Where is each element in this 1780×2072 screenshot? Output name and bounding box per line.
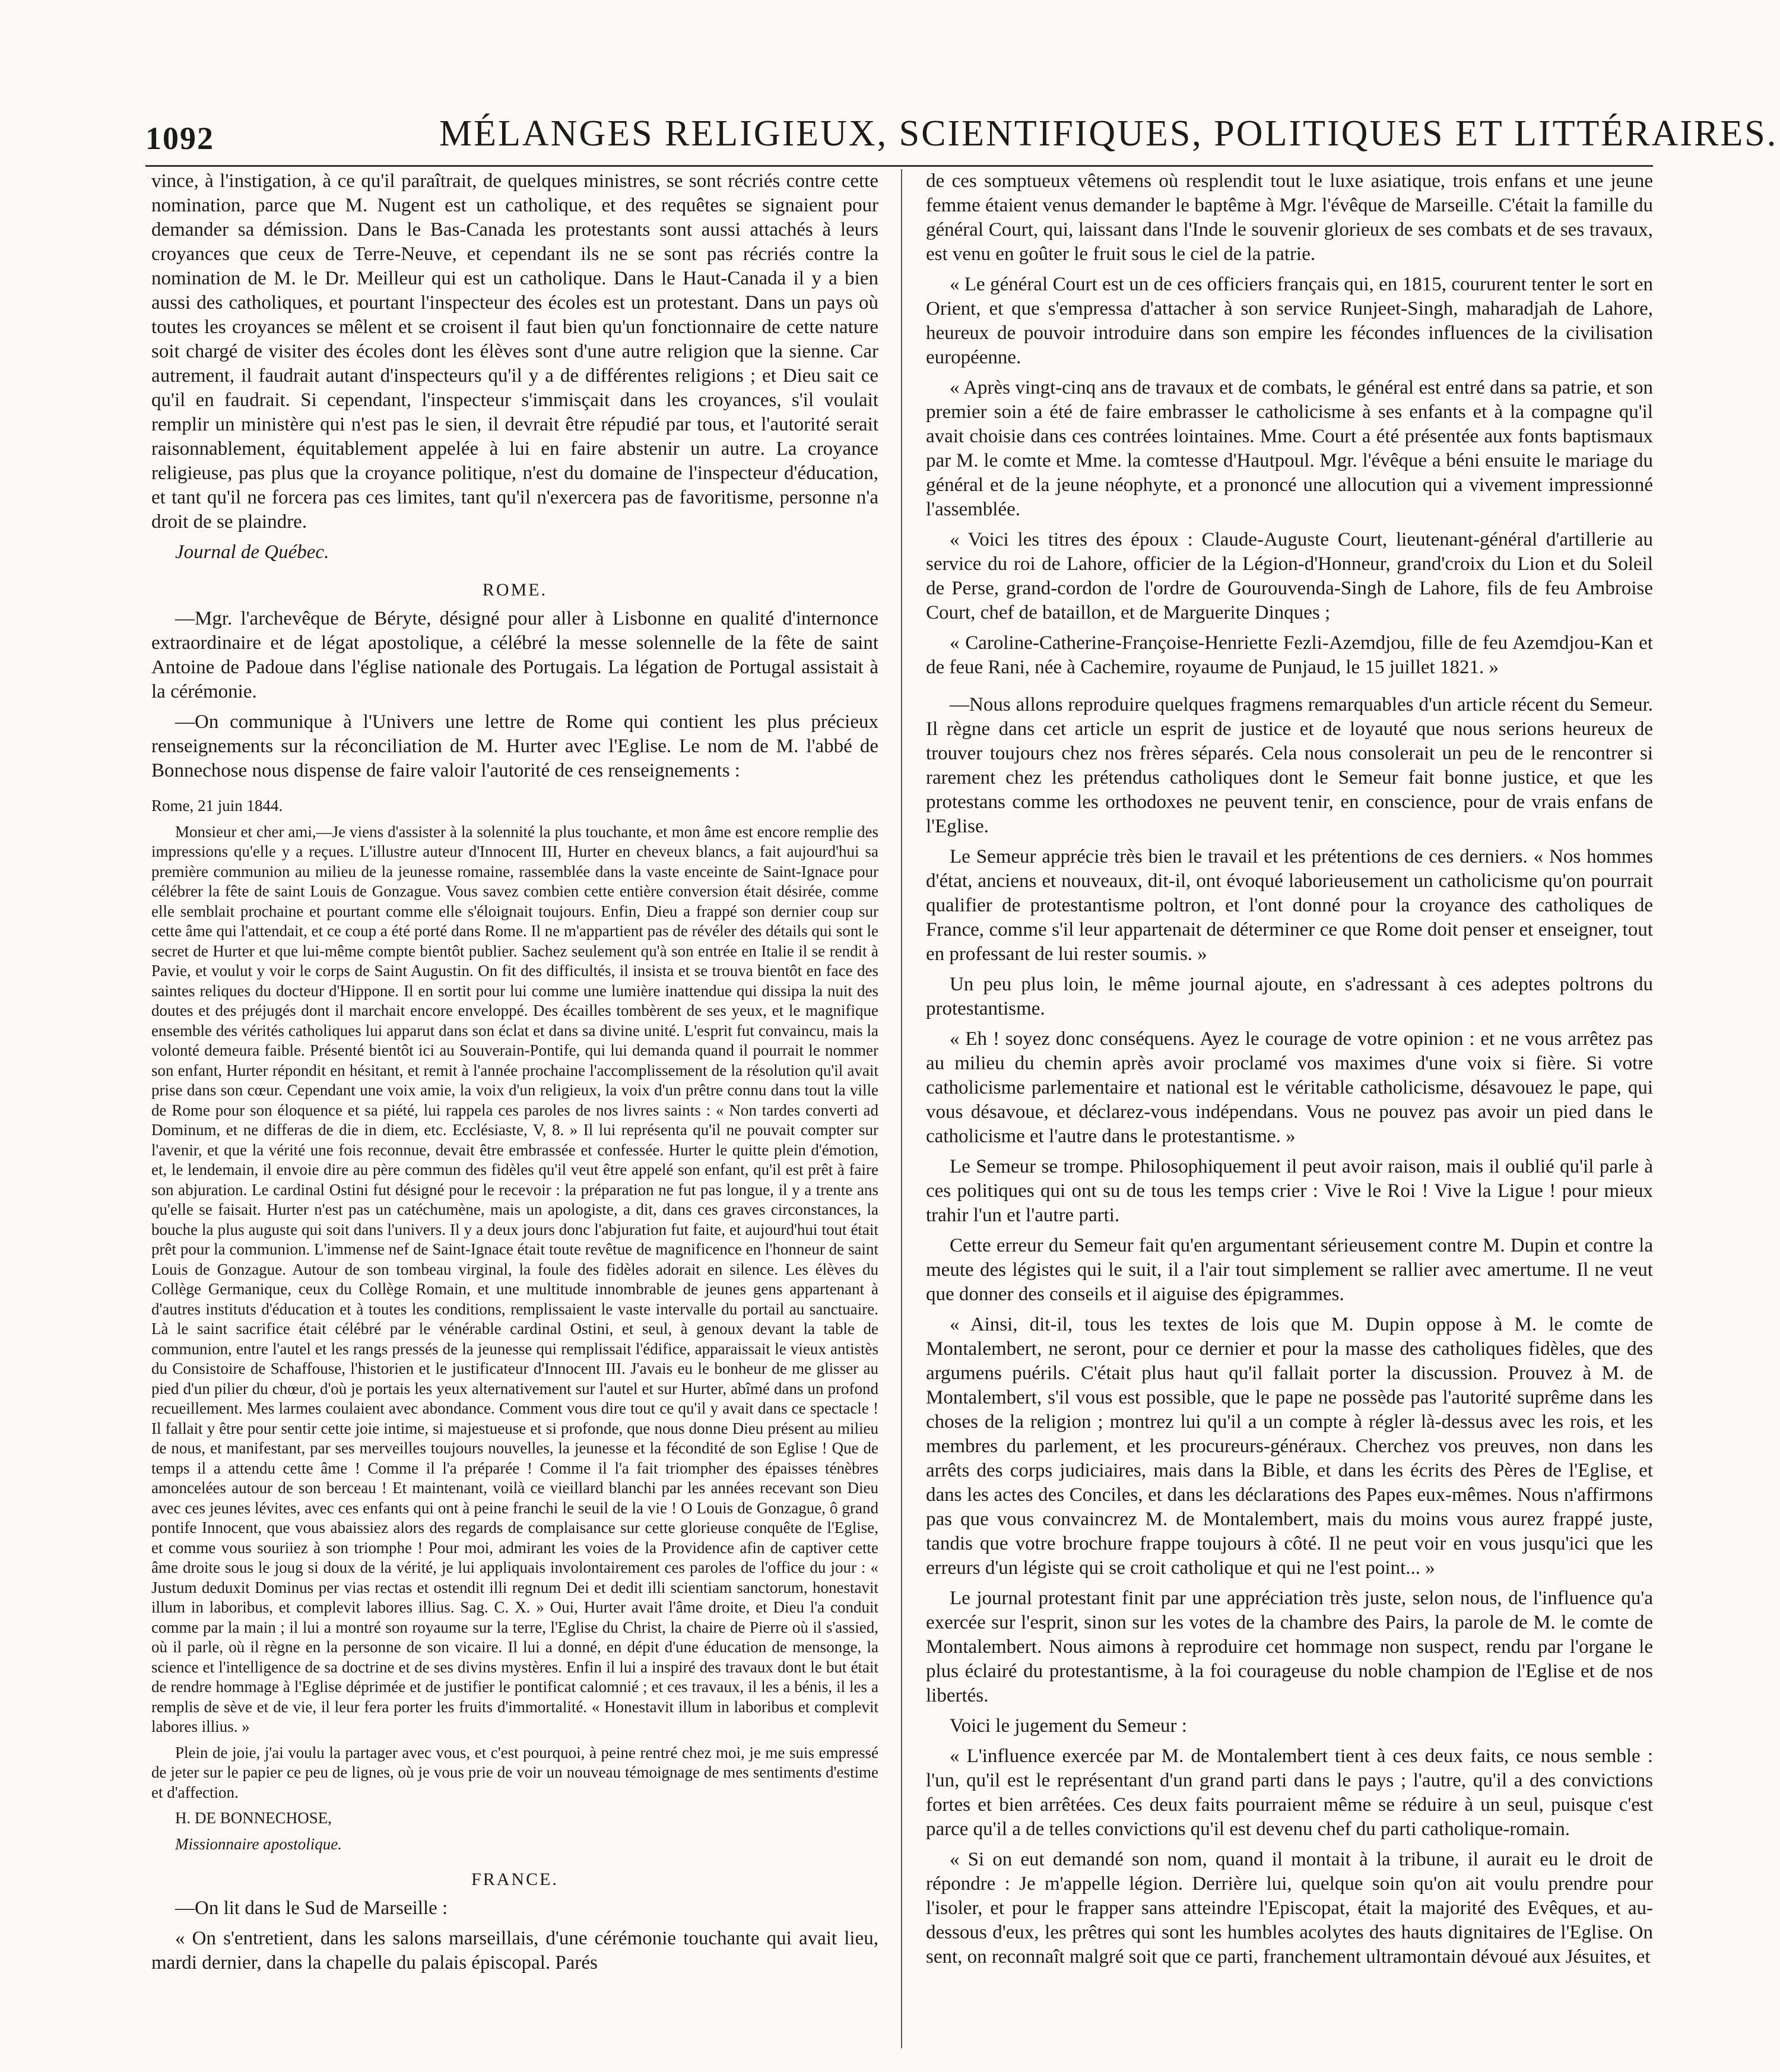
quebec-paragraph: vince, à l'instigation, à ce qu'il paraîtrait, de quelques ministres, se sont récriés contre cette nomination, parce que M. Nugent est un catholique, et des requêtes se signaient pour demander sa démission. Dans le Bas-Canada les protestants sont aussi attachés à leurs croyances que ceux de Terre-Neuve, et cependant ils ne se sont pas récriés contre la nomination de M. le Dr. Meilleur qui est un catholique. Dans le Haut-Canada il y a bien aussi des catholiques, et pourtant l'inspecteur des écoles est un protestant. Dans un pays où toutes les croyances se mêlent et se croisent il faut bien qu'un fonctionnaire de cette nature soit chargé de visiter des écoles dont les élèves sont d'une autre religion que la sienne. Car autrement, il faudrait autant d'inspecteurs qu'il y a de différentes religions ; et Dieu sait ce qu'il en faudrait. Si cependant, l'inspecteur s'immisçait dans les croyances, s'il voulait remplir un ministère qui n'est pas le sien, il devrait être répudié par tous, et l'autorité serait raisonnablement, équitablement appelée à lui en faire abstenir un autre. La croyance religieuse, pas plus que la croyance politique, n'est du domaine de l'inspecteur d'éducation, et tant qu'il ne forcera pas ces limites, tant qu'il n'exercera pas de favoritisme, personne n'a droit de se plaindre. bbox=[151, 170, 878, 533]
rome-section bbox=[151, 578, 878, 783]
semeur-article bbox=[926, 693, 1653, 1969]
page-number: 1092 bbox=[145, 121, 214, 156]
semeur-paragraph-4: « Eh ! soyez donc conséquens. Ayez le courage de votre opinion : et ne vous arrêtez pas au milieu du chemin après avoir proclamé vos maximes d'une voix si fière. Si votre catholicisme parlementaire et national est le véritable catholicisme, désavouez le pape, qui vous désavoue, et déclarez-vous indépendans. Vous ne pouvez pas avoir un pied dans le catholicisme et l'autre dans le protestantisme. » bbox=[926, 1028, 1653, 1147]
semeur-paragraph-5: Le Semeur se trompe. Philosophiquement il peut avoir raison, mais il oublié qu'il parle à ces politiques qui ont su de tous les temps crier : Vive le Roi ! Vive la Ligue ! pour mieux trahir l'un et l'autre parti. bbox=[926, 1156, 1653, 1226]
court-paragraph-5: « Caroline-Catherine-Françoise-Henriette Fezli-Azemdjou, fille de feu Azemdjou-Kan et de feue Rani, née à Cachemire, royaume de Punjaud, le 15 juillet 1821. » bbox=[926, 632, 1653, 678]
france-section bbox=[151, 1867, 878, 1975]
semeur-paragraph-11: « Si on eut demandé son nom, quand il montait à la tribune, il aurait eu le droit de répondre : Je m'appelle légion. Derrière lui, quelque soin qu'on ait voulu prendre pour l'isoler, et pour le frapper sans atteindre l'Episcopat, était la majorité des Evêques, et au-dessous d'eux, les prêtres qui sont les humbles acolytes des hauts dignitaires de l'Eglise. On sent, on reconnaît malgré soit que ce parti, franchement ultramontain dévoué aux Jésuites, et bbox=[926, 1849, 1653, 1968]
header-rule bbox=[145, 165, 1653, 167]
letter-dateline: Rome, 21 juin 1844. bbox=[151, 797, 283, 815]
france-heading: FRANCE. bbox=[471, 1870, 559, 1889]
semeur-paragraph-2: Le Semeur apprécie très bien le travail et les prétentions de ces derniers. « Nos hommes d'état, anciens et nouveaux, dit-il, ont évoqué laborieusement un catholicisme qu'on pourrait qualifier de protestantisme poltron, et l'ont donné pour la croyance des catholiques de France, comme s'il leur appartenait de déterminer ce que Rome doit penser et enseigner, tout en professant de lui rester soumis. » bbox=[926, 846, 1653, 965]
letter-signature-title: Missionnaire apostolique. bbox=[175, 1835, 342, 1853]
semeur-paragraph-6: Cette erreur du Semeur fait qu'en argumentant sérieusement contre M. Dupin et contre la meute des légistes qui le suit, il a l'air tout simplement se rallier avec amertume. Il ne veut que donner des conseils et il aiguise des épigrammes. bbox=[926, 1235, 1653, 1305]
court-paragraph-2: « Le général Court est un de ces officiers français qui, en 1815, coururent tenter le sort en Orient, et que s'empressa d'attacher à son service Runjeet-Singh, maharadjah de Lahore, heureux de pouvoir introduire dans son empire les fécondes influences de la civilisation européenne. bbox=[926, 274, 1653, 368]
column-divider bbox=[901, 169, 902, 2048]
rome-paragraph-univers: —On communique à l'Univers une lettre de Rome qui contient les plus précieux renseignements sur la réconciliation de M. Hurter avec l'Eglise. Le nom de M. l'abbé de Bonnechose nous dispense de faire valoir l'autorité de ces renseignements : bbox=[151, 711, 878, 781]
court-paragraph-1: de ces somptueux vêtemens où resplendit tout le luxe asiatique, trois enfans et une jeune femme étaient venus demander le baptême à Mgr. l'évêque de Marseille. C'était la famille du général Court, qui, laissant dans l'Inde le souvenir glorieux de ses combats et de ses travaux, est venu en goûter le fruit sous le ciel de la patrie. bbox=[926, 170, 1653, 265]
rome-paragraph-beryte: —Mgr. l'archevêque de Béryte, désigné pour aller à Lisbonne en qualité d'internonce extraordinaire et de légat apostolique, a célébré la messe solennelle de la fête de saint Antoine de Padoue dans l'église nationale des Portugais. La légation de Portugal assistait à la cérémonie. bbox=[151, 608, 878, 702]
semeur-paragraph-10: « L'influence exercée par M. de Montalembert tient à ces deux faits, ce nous semble : l'un, qu'il est le représentant d'un grand parti dans le pays ; l'autre, qu'il a des convictions fortes et bien arrêtées. Ces deux faits pourraient même se réduire à un seul, puisque c'est parce qu'il a de telles convictions qu'il est devenu chef du parti catholique-romain. bbox=[926, 1745, 1653, 1840]
running-title: MÉLANGES RELIGIEUX, SCIENTIFIQUES, POLITIQUES ET LITTÉRAIRES. bbox=[439, 113, 1778, 154]
letter-signature: H. DE BONNECHOSE, bbox=[175, 1809, 332, 1827]
letter-body: Monsieur et cher ami,—Je viens d'assister à la solennité la plus touchante, et mon âme est encore remplie des impressions qu'elle y a reçues. L'illustre auteur d'Innocent III, Hurter en cheveux blancs, a fait aujourd'hui sa première communion au milieu de la jeunesse romaine, rassemblée dans la vaste enceinte de Saint-Ignace pour célébrer la fête de saint Louis de Gonzague. Vous savez combien cette entière conversion était désirée, comme elle semblait prochaine et pourtant comme elle s'éloignait toujours. Enfin, Dieu a frappé son dernier coup sur cette âme qui l'attendait, et ce coup a été porté dans Rome. Il ne m'appartient pas de révéler des détails qui sont le secret de Hurter et que lui-même compte bientôt publier. Sachez seulement qu'à son entrée en Italie il se rendit à Pavie, et voulut y voir le corps de Saint Augustin. On fit des difficultés, il insista et se trouva bientôt en face des saintes reliques du docteur d'Hippone. Il en sortit pour lui comme une lumière inattendue qui dissipa la nuit des doutes et des préjugés dont il marchait encore enveloppé. Des écailles tombèrent de ses yeux, et le magnifique ensemble des vérités catholiques lui apparut dans son éclat et dans sa divine unité. L'esprit fut convaincu, mais la volonté demeura faible. Présenté bientôt ici au Souverain-Pontife, qui lui demanda quand il pourrait le nommer son enfant, Hurter répondit en hésitant, et remit à l'année prochaine l'accomplissement de la résolution qu'il avait prise dans son cœur. Cependant une voix amie, la voix d'un religieux, la voix d'un prêtre connu dans tout la ville de Rome pour son éloquence et sa piété, lui rappela ces paroles de nos livres saints : « Non tardes converti ad Dominum, et ne differas de die in diem, etc. Ecclésiaste, V, 8. » Il lui représenta qu'il ne pouvait compter sur l'avenir, et que la vérité une fois reconnue, devait être embrassée et confessée. Hurter le quitte plein d'émotion, et, le lendemain, il envoie dire au père commun des fidèles qu'il veut être appelé son enfant, qu'il est prêt à faire son abjuration. Le cardinal Ostini fut désigné pour le recevoir : la préparation ne fut pas longue, il y a trente ans qu'elle se faisait. Hurter n'est pas un catéchumène, mais un apologiste, a dit, dans ces graves circonstances, la bouche la plus auguste qui soit dans l'univers. Il y a deux jours donc l'abjuration fut faite, et aujourd'hui tout était prêt pour la communion. L'immense nef de Saint-Ignace était toute revêtue de magnificence en l'honneur de saint Louis de Gonzague. Autour de son tombeau virginal, la foule des fidèles adorait en silence. Les élèves du Collège Germanique, ceux du Collège Romain, et une multitude innombrable de jeunes gens appartenant à d'autres instituts d'éducation et à toutes les conditions, remplissaient le vaste intervalle du portail au sanctuaire. Là le saint sacrifice était célébré par le vénérable cardinal Ostini, et seul, à genoux devant la table de communion, entre l'autel et les rangs pressés de la jeunesse qui remplissait l'édifice, apparaissait le vieux antistès du Consistoire de Schaffouse, l'historien et le justificateur d'Innocent III. J'avais eu le bonheur de me glisser au pied d'un pilier du chœur, d'où je portais les yeux alternativement sur l'autel et sur Hurter, abîmé dans un profond recueillement. Mes larmes coulaient avec abondance. Comment vous dire tout ce qu'il y avait dans ce spectacle ! Il fallait y être pour sentir cette joie intime, si majestueuse et si profonde, que nous donne Dieu présent au milieu de nous, et manifestant, par ses merveilles toujours nouvelles, la jeunesse et la fécondité de son Eglise ! Que de temps il a attendu cette âme ! Comme il l'a préparée ! Comme il l'a fait triompher des épaisses ténèbres amoncelées autour de son berceau ! Et maintenant, voilà ce vieillard blanchi par les années recevant son Dieu avec ces jeunes lévites, avec ces enfants qui ont à peine franchi le seuil de la vie ! O Louis de Gonzague, ô grand pontife Innocent, que vous abaissiez alors des regards de complaisance sur cette glorieuse conquête de l'Eglise, et comme vous souriiez à son triomphe ! Pour moi, admirant les voies de la Providence afin de captiver cette âme droite sous le joug si doux de la vérité, je lui appliquais involontairement ces paroles de l'office du jour : « Justum deduxit Dominus per vias rectas et ostendit illi regnum Dei et dedit illi scientiam sanctorum, honestavit illum in laboribus, et complevit labores illius. Sag. C. X. » Oui, Hurter avait l'âme droite, et Dieu l'a conduit comme par la main ; il lui a montré son royaume sur la terre, l'Eglise du Christ, la chaire de Pierre où il s'assied, où il parle, où il règne en la personne de son vicaire. Il lui a donné, en dépit d'une éducation de mensonge, la science et l'intelligence de sa doctrine et de ses divins mystères. Enfin il lui a inspiré des travaux dont le but était de rendre hommage à l'Eglise déprimée et de justifier le pontificat calomnié ; et ces travaux, il les a bénis, il les a remplis de sève et de vie, il leur fera porter les fruits d'immortalité. « Honestavit illum in laboribus et complevit labores illius. » bbox=[151, 822, 878, 1735]
bonnechose-letter bbox=[151, 796, 878, 1854]
quebec-article bbox=[151, 169, 878, 565]
france-paragraph-sud: —On lit dans le Sud de Marseille : bbox=[175, 1897, 448, 1919]
semeur-paragraph-3: Un peu plus loin, le même journal ajoute, en s'adressant à ces adeptes poltrons du protestantisme. bbox=[926, 974, 1653, 1019]
semeur-paragraph-1: —Nous allons reproduire quelques fragmens remarquables d'un article récent du Semeur. Il règne dans cet article un esprit de justice et de loyauté que nous serions heureux de trouver toujours chez nos frères séparés. Cela nous consolerait un peu de le rencontrer si rarement chez les prétendus catholiques dont le Semeur fait bonne justice, et que les protestans comme les orthodoxes ne peuvent tenir, en conscience, pour de vrais enfans de l'Eglise. bbox=[926, 694, 1653, 837]
page-header bbox=[0, 113, 1780, 166]
semeur-paragraph-8: Le journal protestant finit par une appréciation très juste, selon nous, de l'influence qu'a exercée sur l'esprit, sinon sur les votes de la chambre des Pairs, la parole de M. le comte de Montalembert. Nous aimons à reproduire cet hommage non suspect, rendu par l'organe le plus éclairé du protestantisme, à la foi courageuse du noble champion de l'Eglise et de nos libertés. bbox=[926, 1588, 1653, 1706]
france-paragraph-ceremonie: « On s'entretient, dans les salons marseillais, d'une cérémonie touchante qui avait lieu, mardi dernier, dans la chapelle du palais épiscopal. Parés bbox=[151, 1928, 878, 1973]
rome-heading: ROME. bbox=[482, 580, 548, 600]
quebec-source: Journal de Québec. bbox=[175, 541, 329, 563]
left-column bbox=[151, 169, 878, 2048]
semeur-paragraph-7: « Ainsi, dit-il, tous les textes de lois que M. Dupin oppose à M. le comte de Montalembert, ne seront, pour ce dernier et pour la masse des catholiques fidèles, que des argumens puérils. C'était plus haut qu'il fallait porter la discussion. Prouvez à M. de Montalembert, s'il vous est possible, que le pape ne possède pas l'autorité suprême dans les choses de la religion ; montrez lui qu'il a un compte à régler là-dessus avec les rois, et les membres du parlement, et les procureurs-généraux. Cherchez vos preuves, non dans les arrêts des corps judiciaires, mais dans la Bible, et dans les écrits des Pères de l'Eglise, et dans les actes des Conciles, et dans les déclarations des Papes eux-mêmes. Nous n'affirmons pas que vous convaincrez M. de Montalembert, mais du moins vous aurez frappé juste, tandis que votre brochure frappe toujours à côté. Il ne peut voir en vous jusqu'ici que les erreurs d'un légiste qui se croit catholique et qui ne l'est point... » bbox=[926, 1314, 1653, 1579]
court-article bbox=[926, 169, 1653, 680]
court-paragraph-3: « Après vingt-cinq ans de travaux et de combats, le général est entré dans sa patrie, et son premier soin a été de faire embrasser le catholicisme à ses enfants et à la compagne qu'il avait choisie dans ces contrées lointaines. Mme. Court a été présentée aux fonts baptismaux par M. le comte et Mme. la comtesse d'Hautpoul. Mgr. l'évêque a béni ensuite le mariage du général et de la jeune néophyte, et a prononcé une allocution qui a vivement impressionné l'assemblée. bbox=[926, 377, 1653, 520]
semeur-paragraph-9: Voici le jugement du Semeur : bbox=[950, 1715, 1187, 1737]
right-column bbox=[926, 169, 1653, 2048]
letter-closing: Plein de joie, j'ai voulu la partager avec vous, et c'est pourquoi, à peine rentré chez moi, je me suis empressé de jeter sur le papier ce peu de lignes, où je vous prie de voir un nouveau témoignage de mes sentiments d'estime et d'affection. bbox=[151, 1743, 878, 1801]
court-paragraph-4: « Voici les titres des époux : Claude-Auguste Court, lieutenant-général d'artillerie au service du roi de Lahore, officier de la Légion-d'Honneur, grand'croix du Lion et du Soleil de Perse, grand-cordon de l'ordre de Gourouvenda-Singh de Lahore, fils de feu Ambroise Court, chef de bataillon, et de Marguerite Dinques ; bbox=[926, 529, 1653, 623]
